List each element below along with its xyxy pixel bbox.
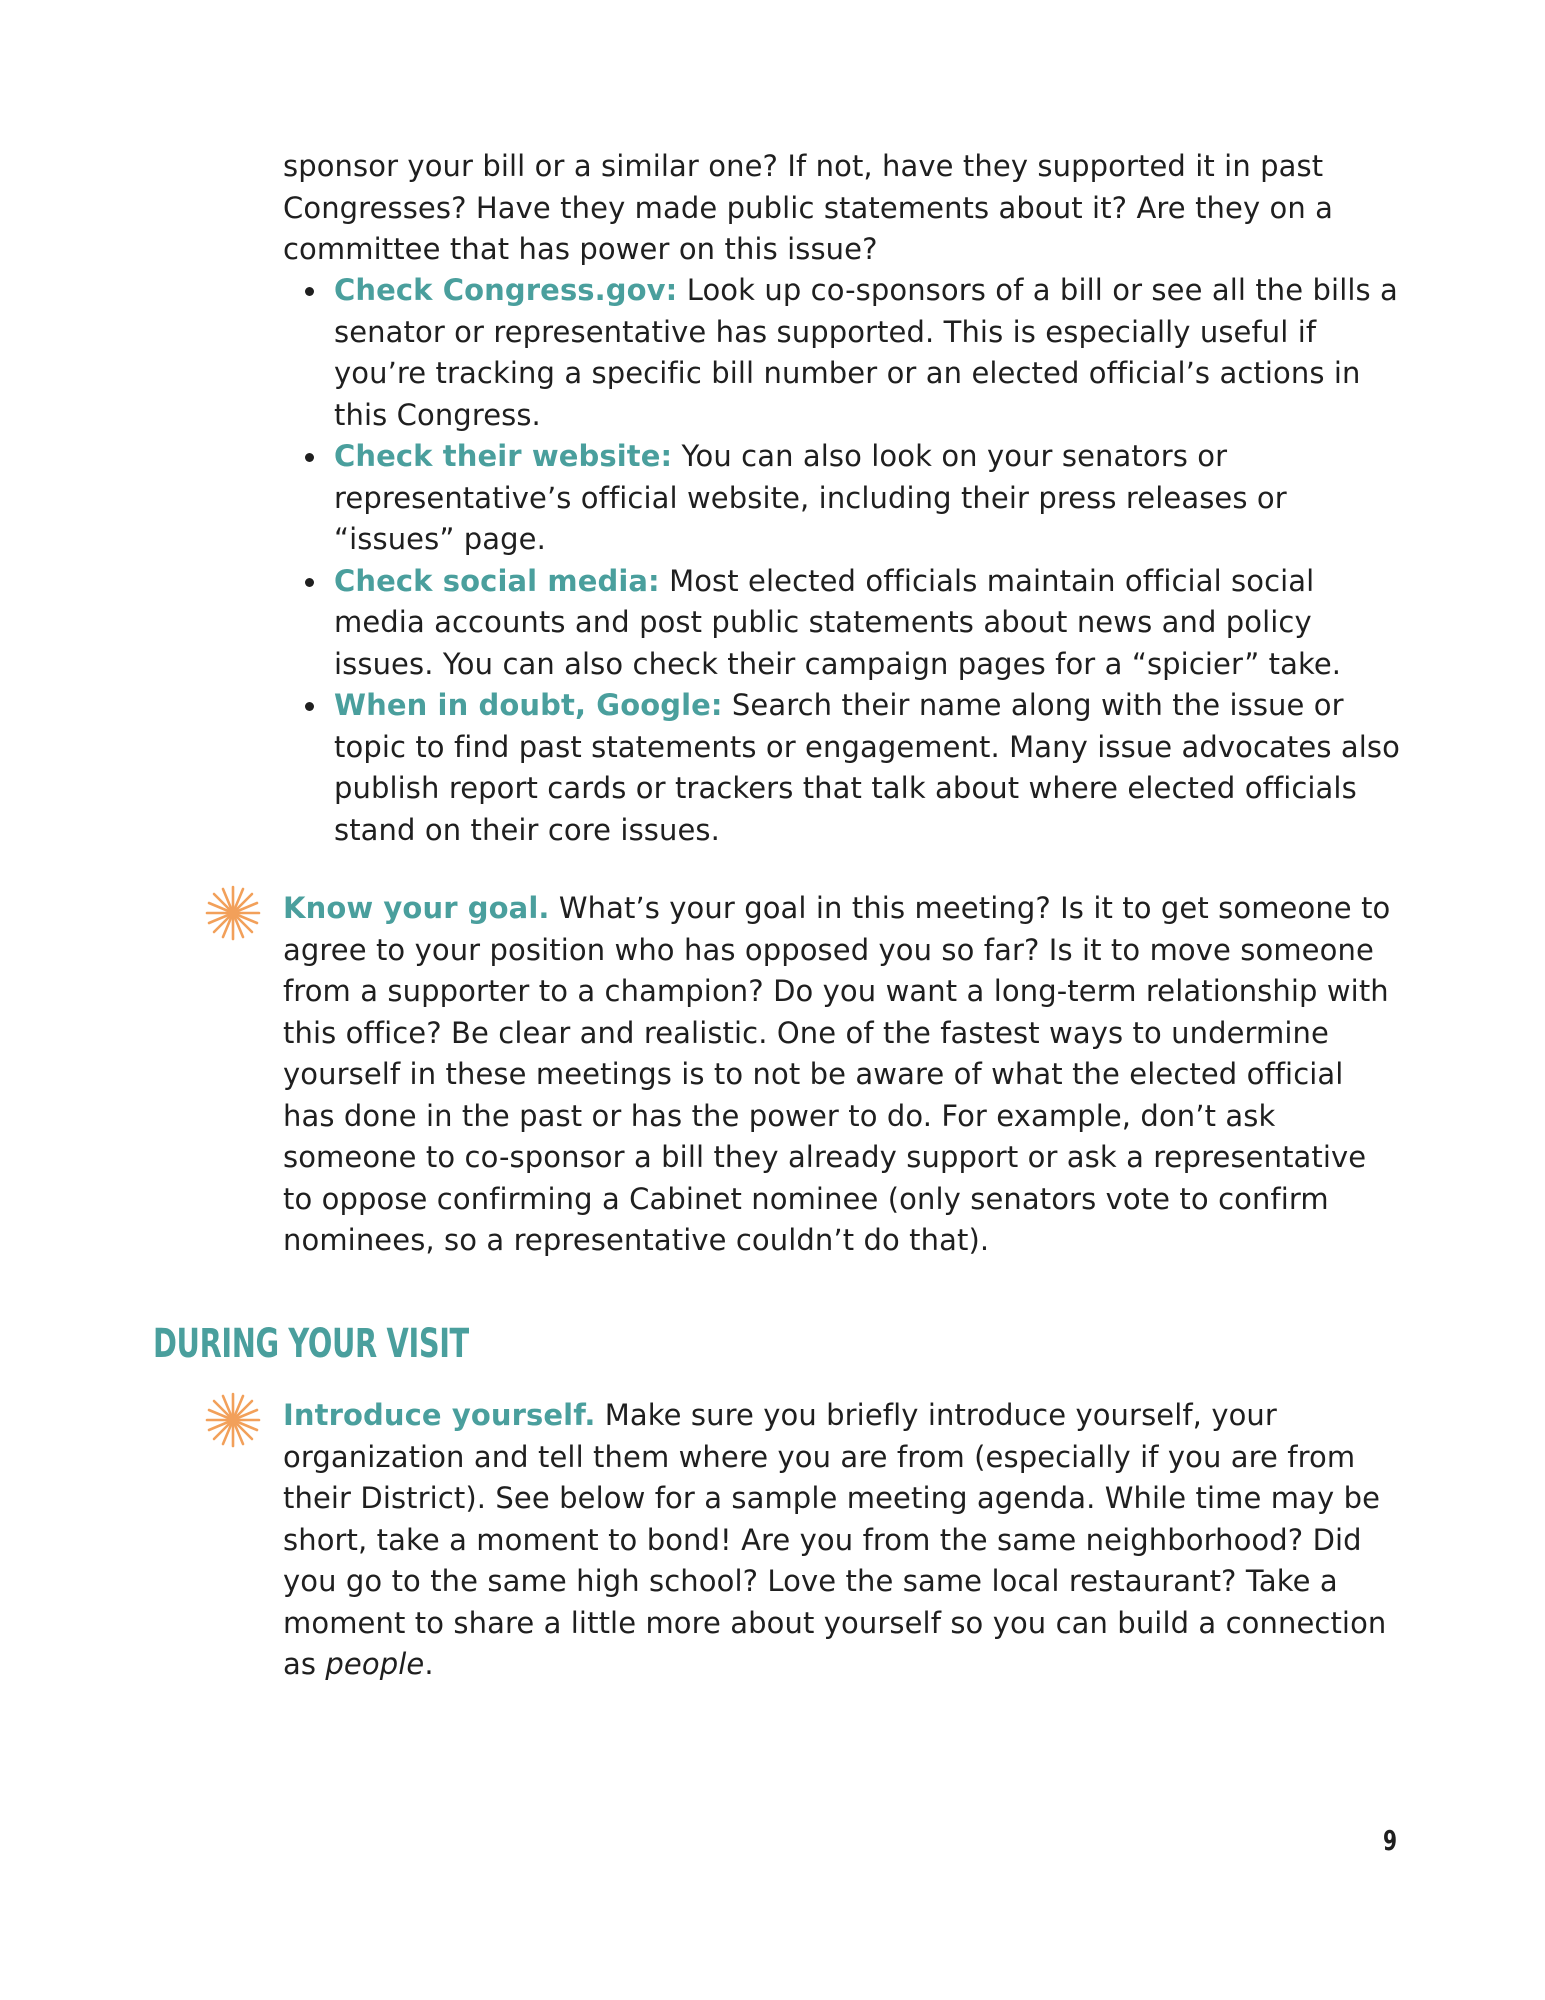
tip-label: Check their website:: [334, 439, 673, 473]
tip-label: Check social media:: [334, 563, 660, 598]
list-item: [283, 561, 1403, 686]
tip-label: Check Congress.gov:: [334, 273, 678, 307]
tip-text: Look up co-sponsors of a bill or see all the bills a senator or representative has supported. This is especially useful if you’re tracking a specific bill number or an elected official’s actions in this Congress.: [334, 273, 1398, 432]
list-item: [283, 685, 1403, 851]
bullet-dot-icon: [305, 578, 314, 587]
tip-text: Most elected officials maintain official social media accounts and post public statements about news and policy issues. You can also check their campaign pages for a “spicier” take.: [334, 563, 1342, 681]
starburst-icon: [203, 1390, 263, 1450]
list-item: [283, 270, 1403, 436]
introduce-text: Make sure you briefly introduce yourself, your organization and tell them where you are from (especially if you are from their District). See below for a sample meeting agenda. While time may be short, take a moment to bond! Are you from the same neighborhood? Did you go to the same high school? Love the same local restaurant? Take a moment to share a little more about yourself so you can build a connection as: [283, 1398, 1387, 1681]
starburst-icon: [203, 883, 263, 943]
tip-text: You can also look on your senators or representative’s official website, including their press releases or “issues” page.: [334, 439, 1287, 556]
list-item: [283, 436, 1403, 561]
bullet-dot-icon: [305, 453, 314, 462]
tip-label: When in doubt, Google:: [334, 688, 723, 722]
bullet-dot-icon: [305, 702, 314, 711]
introduce-emphasis: people: [325, 1647, 425, 1681]
know-goal-label: Know your goal.: [283, 891, 550, 925]
tip-text: Search their name along with the issue or topic to find past statements or engagement. Many issue advocates also publish report cards or trackers that talk about where elected officials stand on their core issues.: [334, 688, 1400, 847]
bullet-dot-icon: [305, 287, 314, 296]
page-number: 9: [1382, 1824, 1398, 1857]
intro-paragraph: sponsor your bill or a similar one? If not, have they supported it in past Congresses? Have they made public statements about it? Are they on a committee that has power on this issue?: [283, 149, 1334, 266]
research-tips-list: [283, 270, 1403, 851]
section-heading: DURING YOUR VISIT: [153, 1321, 469, 1367]
know-goal-text: What’s your goal in this meeting? Is it to get someone to agree to your position who has opposed you so far? Is it to move someone from a supporter to a champion? Do you want a long-term relationship with this office? Be clear and realistic. One of the fastest ways to undermine yourself in these meetings is to not be aware of what the elected official has done in the past or has the power to do. For example, don’t ask someone to co-sponsor a bill they already support or ask a representative to oppose confirming a Cabinet nominee (only senators vote to confirm nominees, so a representative couldn’t do that).: [283, 891, 1391, 1257]
introduce-end: .: [424, 1647, 434, 1681]
introduce-yourself-paragraph: [283, 1395, 1403, 1686]
know-your-goal-paragraph: [283, 888, 1403, 1262]
introduce-label: Introduce yourself.: [283, 1398, 596, 1432]
